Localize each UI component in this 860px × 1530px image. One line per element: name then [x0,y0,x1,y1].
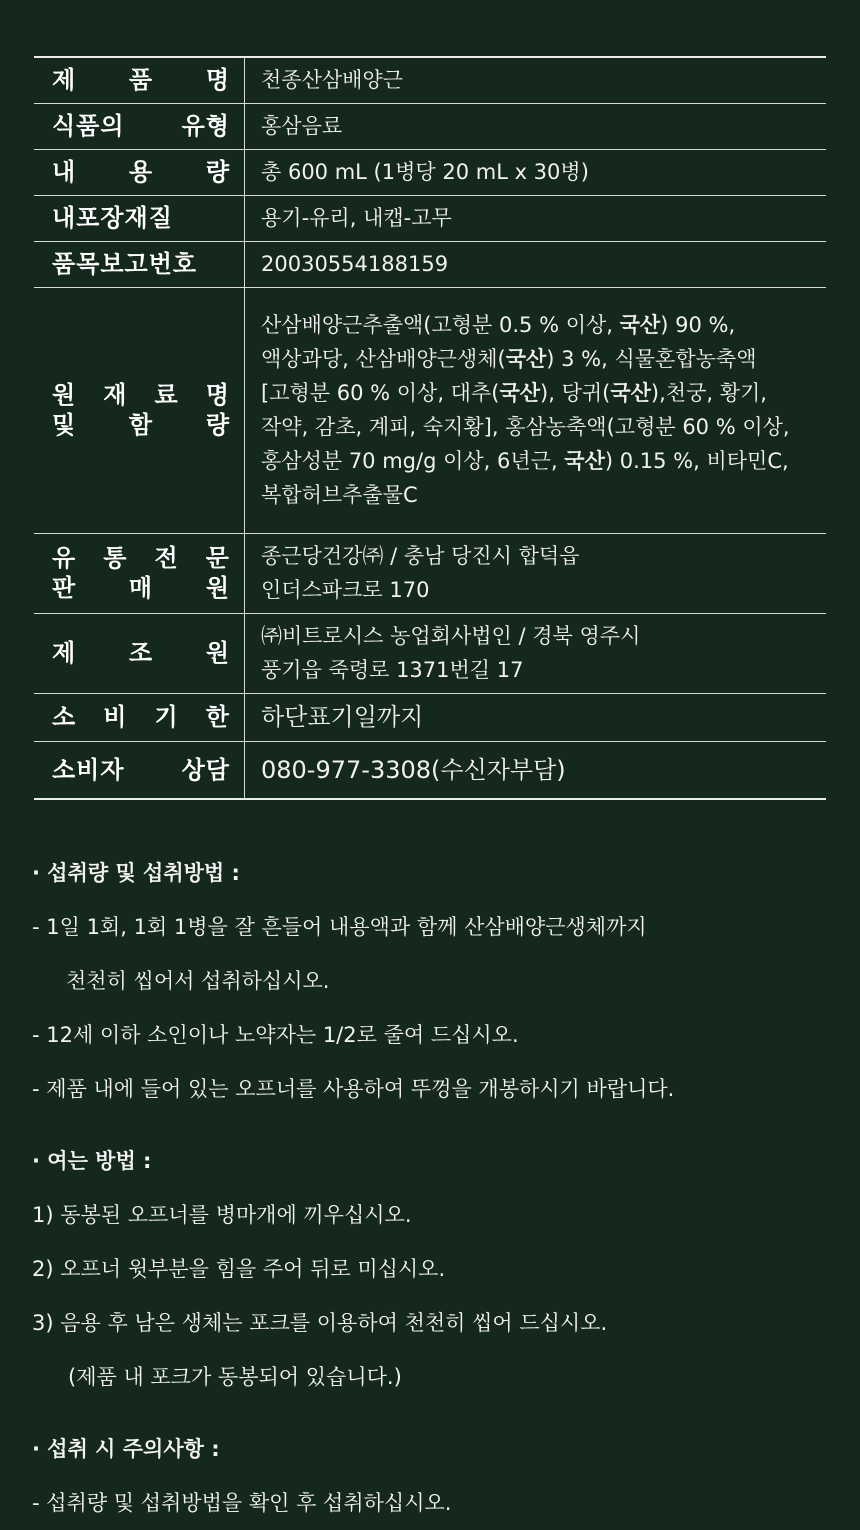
list-item: - 제품 내에 들어 있는 오프너를 사용하여 뚜껑을 개봉하시기 바랍니다. [32,1077,675,1101]
row-value: ㈜비트로시스 농업회사법인 / 경북 영주시 풍기읍 죽령로 1371번길 17 [245,613,827,693]
row-label: 유 통 전 문 판 매 원 [34,533,245,613]
row-value: 080-977-3308(수신자부담) [245,741,827,799]
section-title: · 여는 방법 : [32,1149,152,1173]
row-value: 총 600 mL (1병당 20 mL x 30병) [245,149,827,195]
opening-section [32,1134,832,1404]
ingredient-text: 산삼배양근추출액(고형분 0.5 % 이상, [261,313,620,337]
ingredient-text: ) 3 %, 식물혼합농축액 [546,347,757,371]
row-label: 내포장재질 [34,195,245,241]
origin-highlight: 국산 [610,381,651,405]
row-value: 종근당건강㈜ / 충남 당진시 합덕읍 인더스파크로 170 [245,533,827,613]
row-value: 20030554188159 [245,241,827,287]
ingredient-text: 액상과당, 산삼배양근생체( [261,347,506,371]
row-label: 식품의 유형 [34,103,245,149]
ingredients-line [261,308,826,342]
ingredients-value [245,287,827,533]
ingredient-text: ) 90 %, [660,313,736,337]
ingredient-text: ) 0.15 %, 비타민C, [604,449,789,473]
caution-section [32,1422,832,1530]
list-item: 천천히 씹어서 섭취하십시오. [66,969,330,993]
table-row [34,195,826,241]
table-row [34,287,826,533]
ingredient-text: 작약, 감초, 계피, 숙지황], 홍삼농축액(고형분 60 % 이상, [261,415,790,439]
list-item: 2) 오프너 윗부분을 힘을 주어 뒤로 미십시오. [32,1257,446,1281]
row-value: 용기-유리, 내캡-고무 [245,195,827,241]
origin-highlight: 국산 [619,313,661,337]
table-row [34,533,826,613]
row-label: 제 품 명 [34,57,245,103]
ingredient-text: [고형분 60 % 이상, 대추( [261,381,500,405]
intake-section [32,846,832,1116]
ingredient-text: 복합허브추출물C [261,483,418,507]
ingredient-text: 홍삼성분 70 mg/g 이상, 6년근, [261,449,565,473]
row-label: 소 비 기 한 [34,693,245,741]
section-title: · 섭취량 및 섭취방법 : [32,861,240,885]
list-item: 1) 동봉된 오프너를 병마개에 끼우십시오. [32,1203,412,1227]
ingredient-text: ),천궁, 황기, [650,381,767,405]
row-label: 제 조 원 [34,613,245,693]
ingredients-line [261,410,826,444]
product-info-table [34,56,826,800]
table-row [34,241,826,287]
list-item: - 12세 이하 소인이나 노약자는 1/2로 줄여 드십시오. [32,1023,519,1047]
table-row [34,57,826,103]
ingredient-text: ), 당귀( [540,381,611,405]
ingredients-line [261,376,826,410]
origin-highlight: 국산 [564,449,605,473]
table-row [34,613,826,693]
table-row [34,693,826,741]
table-row [34,741,826,799]
row-value: 천종산삼배양근 [261,68,404,93]
origin-highlight: 국산 [499,381,541,405]
list-item: - 1일 1회, 1회 1병을 잘 흔들어 내용액과 함께 산삼배양근생체까지 [32,915,647,939]
row-label: 품목보고번호 [34,241,245,287]
section-title: · 섭취 시 주의사항 : [32,1437,220,1461]
table-row [34,103,826,149]
row-value: 하단표기일까지 [245,693,827,741]
ingredients-line [261,478,826,512]
row-value: 홍삼음료 [245,103,827,149]
row-label: 원 재 료 명 및 함 량 [34,287,245,533]
row-label: 내 용 량 [34,149,245,195]
ingredients-line [261,342,826,376]
ingredients-line [261,444,826,478]
table-row [34,149,826,195]
origin-highlight: 국산 [505,347,547,371]
list-item: 3) 음용 후 남은 생체는 포크를 이용하여 천천히 씹어 드십시오. [32,1311,608,1335]
list-item: - 섭취량 및 섭취방법을 확인 후 섭취하십시오. [32,1491,452,1515]
row-label: 소비자 상담 [34,741,245,799]
list-item: (제품 내 포크가 동봉되어 있습니다.) [68,1365,402,1389]
